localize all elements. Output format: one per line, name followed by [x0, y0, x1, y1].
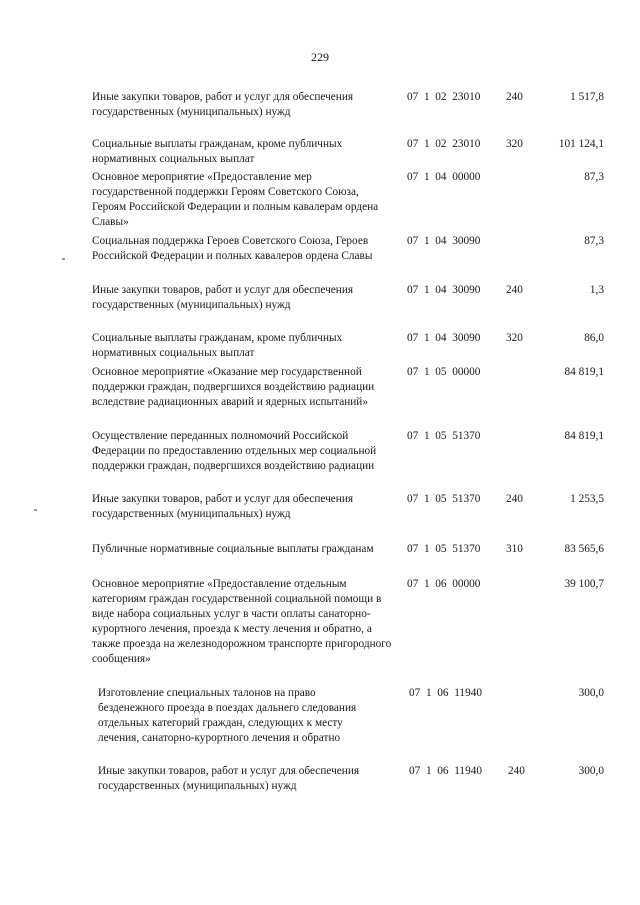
- row-description: Социальные выплаты гражданам, кроме публичных нормативных социальных выплат: [92, 332, 343, 359]
- row-amount: 83 565,6: [564, 543, 604, 555]
- budget-row: [92, 429, 612, 489]
- row-classification-code: 07 1 05 51370: [407, 543, 481, 555]
- row-description: Социальные выплаты гражданам, кроме публичных нормативных социальных выплат: [92, 138, 343, 165]
- row-amount: 300,0: [578, 687, 604, 699]
- row-amount: 1 517,8: [570, 91, 604, 103]
- row-amount: 39 100,7: [564, 578, 604, 590]
- scan-speck: [34, 509, 37, 511]
- row-expense-type: 240: [506, 493, 523, 505]
- row-amount: 84 819,1: [564, 366, 604, 378]
- row-description: Основное мероприятие «Предоставление отдельным категориям граждан государственной социальной помощи в виде набора социальных услуг в части оплаты санаторно-курортного лечения, проезда к месту лечения и обратно, а также проезда на железнодорожном транспорте пригородного сообщения»: [92, 578, 392, 665]
- row-description: Основное мероприятие «Предоставление мер государственной поддержки Героям Советского Союза, Героям Российской Федерации и полным кавалерам ордена Славы»: [92, 171, 379, 228]
- row-classification-code: 07 1 04 30090: [407, 235, 481, 247]
- row-amount: 101 124,1: [558, 138, 604, 150]
- row-classification-code: 07 1 05 51370: [407, 430, 481, 442]
- row-expense-type: 310: [506, 543, 523, 555]
- row-classification-code: 07 1 06 11940: [409, 687, 483, 699]
- row-amount: 86,0: [584, 332, 604, 344]
- page-number: 229: [311, 50, 329, 64]
- row-description: Иные закупки товаров, работ и услуг для обеспечения государственных (муниципальных) нужд: [92, 91, 354, 118]
- row-description: Осуществление переданных полномочий Российской Федерации по предоставлению отдельных мер социальной поддержки граждан, подвергшихся воздействию радиации: [92, 430, 377, 472]
- row-classification-code: 07 1 05 00000: [407, 366, 481, 378]
- row-description: Иные закупки товаров, работ и услуг для обеспечения государственных (муниципальных) нужд: [92, 493, 354, 520]
- row-description: Иные закупки товаров, работ и услуг для обеспечения государственных (муниципальных) нужд: [92, 284, 354, 311]
- row-expense-type: 240: [508, 765, 525, 777]
- budget-row: [92, 577, 612, 665]
- row-expense-type: 240: [506, 91, 523, 103]
- row-amount: 1,3: [589, 284, 604, 296]
- scan-speck: [62, 258, 65, 260]
- budget-row: [92, 170, 612, 230]
- row-classification-code: 07 1 04 30090: [407, 284, 481, 296]
- row-amount: 87,3: [584, 171, 604, 183]
- budget-row: [98, 686, 612, 746]
- row-classification-code: 07 1 02 23010: [407, 138, 481, 150]
- row-classification-code: 07 1 04 00000: [407, 171, 481, 183]
- row-amount: 1 253,5: [570, 493, 604, 505]
- row-expense-type: 240: [506, 284, 523, 296]
- row-description: Социальная поддержка Героев Советского Союза, Героев Российской Федерации и полных кавалеров ордена Славы: [92, 235, 373, 262]
- row-description: Изготовление специальных талонов на право безденежного проезда в поездах дальнего следования отдельных категорий граждан, следующих к месту лечения, санаторно-курортного лечения и обратно: [98, 687, 357, 744]
- budget-row: [92, 365, 612, 425]
- row-classification-code: 07 1 05 51370: [407, 493, 481, 505]
- row-description: Публичные нормативные социальные выплаты гражданам: [92, 543, 374, 555]
- row-expense-type: 320: [506, 138, 523, 150]
- row-classification-code: 07 1 02 23010: [407, 91, 481, 103]
- budget-row: [98, 764, 612, 824]
- row-amount: 300,0: [578, 765, 604, 777]
- row-classification-code: 07 1 06 11940: [409, 765, 483, 777]
- row-description: Иные закупки товаров, работ и услуг для обеспечения государственных (муниципальных) нужд: [98, 765, 360, 792]
- row-expense-type: 320: [506, 332, 523, 344]
- row-classification-code: 07 1 06 00000: [407, 578, 481, 590]
- row-amount: 84 819,1: [564, 430, 604, 442]
- row-description: Основное мероприятие «Оказание мер государственной поддержки граждан, подвергшихся воздействию радиации вследствие радиационных аварий и ядерных испытаний»: [92, 366, 375, 408]
- row-amount: 87,3: [584, 235, 604, 247]
- row-classification-code: 07 1 04 30090: [407, 332, 481, 344]
